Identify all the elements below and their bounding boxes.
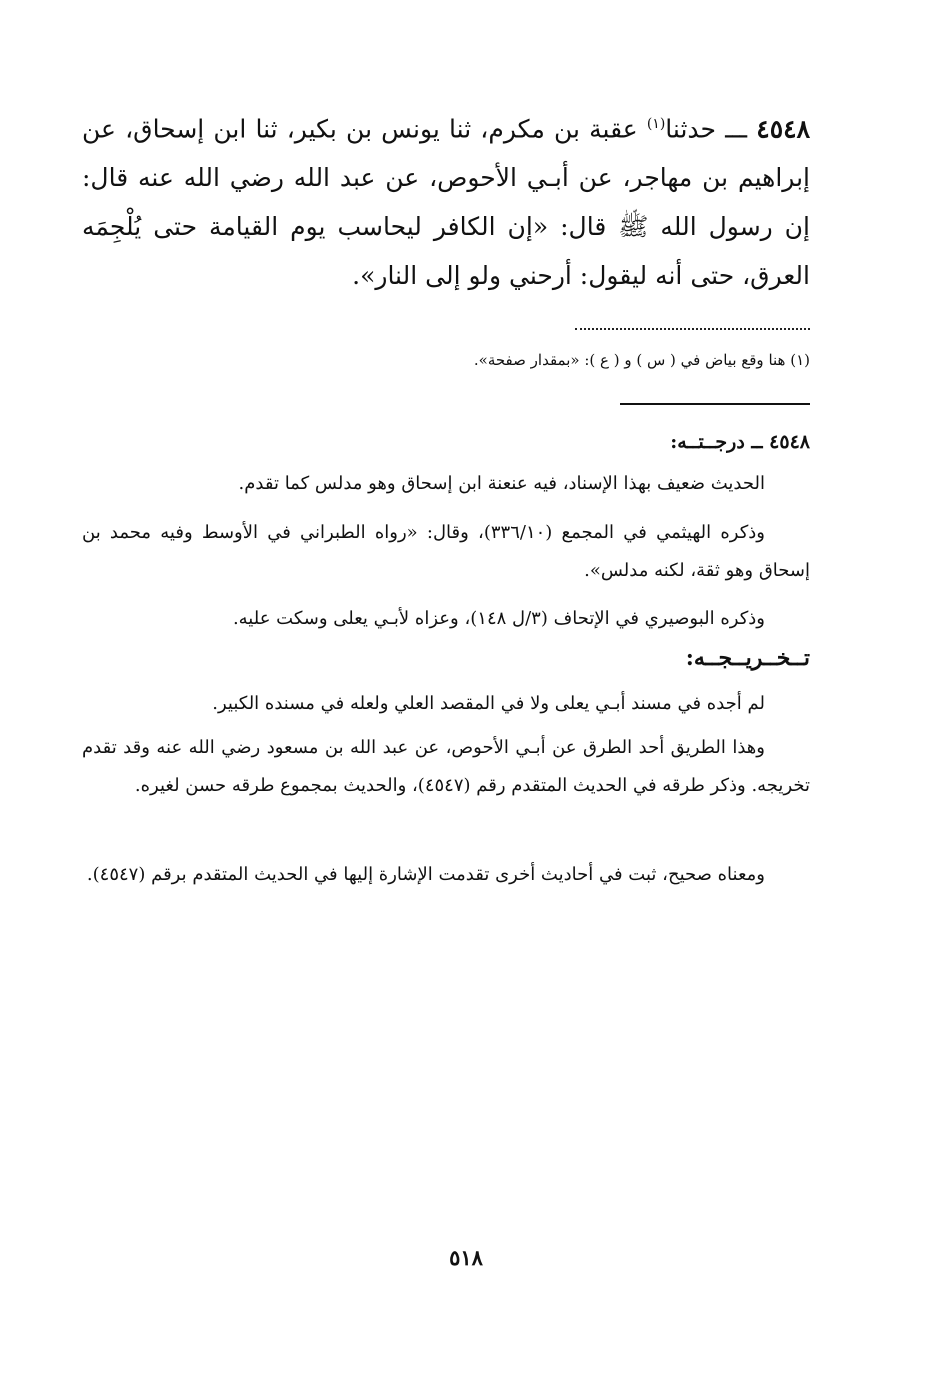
section-separator [620,403,810,405]
hadith-number: ٤٥٤٨ [756,114,810,144]
grade-paragraph: الحديث ضعيف بهذا الإسناد، فيه عنعنة ابن إسحاق وهو مدلس كما تقدم. [238,473,765,494]
hadith-text [82,100,810,300]
hadith-dash: ـــ [725,114,748,144]
footnote-marker: (١) [646,116,666,132]
takhrij-paragraph: وهذا الطريق أحد الطرق عن أبـي الأحوص، عن عبد الله بن مسعود رضي الله عنه وقد تقدم تخريجه. وذكر طرقه في الحديث المتقدم رقم (٤٥٤٧)، والحديث بمجموع طرقه حسن لغيره. [82,737,810,796]
grade-paragraph: وذكره البوصيري في الإتحاف (٣/ل ١٤٨)، وعزاه لأبـي يعلى وسكت عليه. [232,608,765,629]
takhrij-paragraph: لم أجده في مسند أبـي يعلى ولا في المقصد العلي ولعله في مسنده الكبير. [212,693,765,714]
footnote: (١) هنا وقع بياض في ( س ) و ( ع ): «بمقدار صفحة». [473,351,810,369]
takhrij-heading: تــخــريــجــه: [685,645,810,671]
footnote-dotted-rule [575,314,810,330]
hadith-haddathana: حدثنا [665,114,716,144]
takhrij-paragraph: ومعناه صحيح، ثبت في أحاديث أخرى تقدمت الإشارة إليها في الحديث المتقدم برقم (٤٥٤٧). [86,864,765,885]
page-number: ٥١٨ [449,1245,483,1270]
hadith-body: عقبة بن مكرم، ثنا يونس بن بكير، ثنا ابن إسحاق، عن إبراهيم بن مهاجر، عن أبـي الأحوص، عن عبد الله رضي الله عنه قال: إن رسول الله ﷺ قال: «إن الكافر ليحاسب يوم القيامة حتى يُلْجِمَه العرق، حتى أنه ليقول: أرحني ولو إلى النار». [82,114,810,291]
grade-heading: ٤٥٤٨ ــ درجــتــه: [670,431,810,453]
grade-paragraph: وذكره الهيثمي في المجمع (٣٣٦/١٠)، وقال: «رواه الطبراني في الأوسط وفيه محمد بن إسحاق وهو ثقة، لكنه مدلس». [82,522,810,581]
